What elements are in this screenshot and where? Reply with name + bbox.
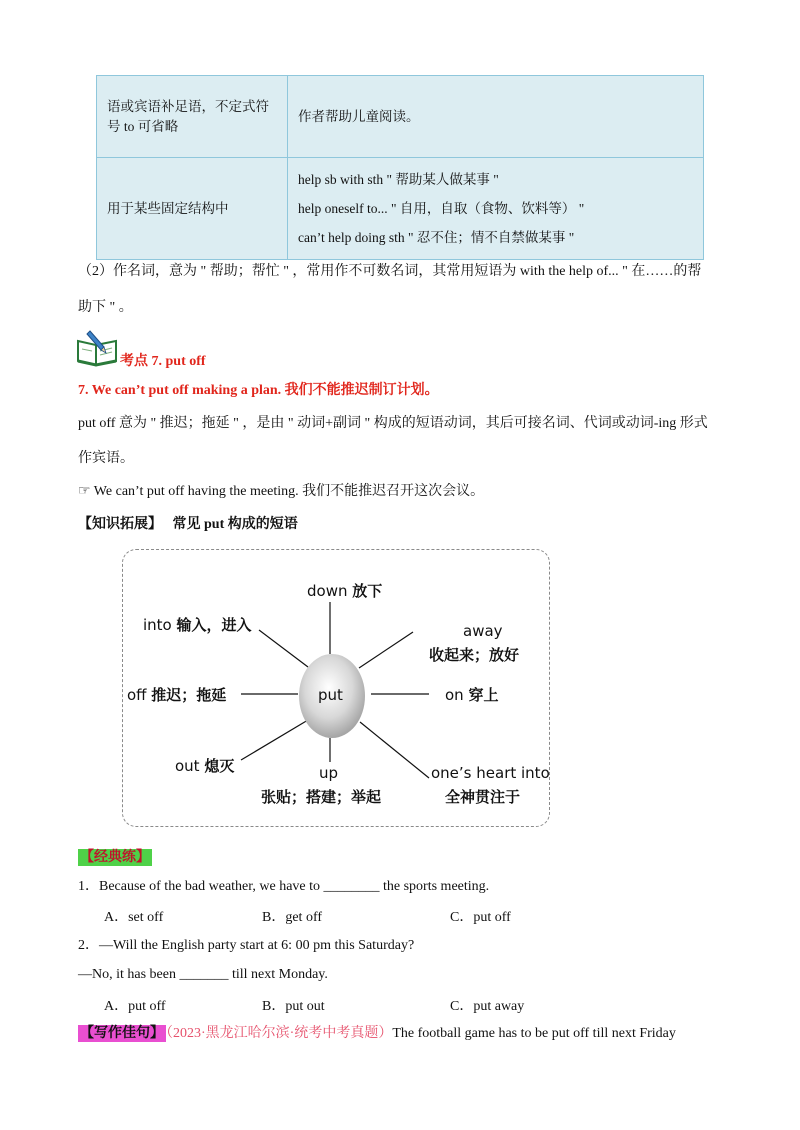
ray-into: [259, 630, 308, 667]
phrase-en: down: [307, 582, 348, 600]
table-cell: 用于某些固定结构中: [97, 158, 288, 260]
phrase-into: [143, 614, 252, 635]
q2-stem: 2．—Will the English party start at 6: 00 pm this Saturday?: [78, 938, 415, 953]
explain-line2: 作宾语。: [78, 451, 134, 466]
table-line: help sb with sth " 帮助某人做某事 ": [298, 172, 499, 187]
q2-reply: —No, it has been _______ till next Monday.: [78, 967, 328, 982]
table-row: [97, 76, 704, 158]
noun-note-line2: 助下 " 。: [78, 300, 133, 315]
explain-line1: put off 意为 " 推迟；拖延 " ，是由 " 动词+副词 " 构成的短语动词，其后可接名词、代词或动词-ing 形式: [78, 416, 708, 431]
phrase-away-cn: [429, 644, 519, 665]
phrase-up-en: up: [319, 764, 339, 782]
q1-option-c: C．put off: [450, 910, 511, 925]
book-pencil-icon: [76, 327, 120, 367]
phrase-cn: 推迟；拖延: [151, 686, 227, 704]
ray-out: [241, 720, 308, 760]
example-sentence: ☞ We can’t put off having the meeting. 我们不能推迟召开这次会议。: [78, 484, 485, 499]
ray-heart: [360, 722, 429, 778]
writing-source: （2023·黑龙江哈尔滨·统考中考真题）: [166, 1026, 393, 1041]
q2-option-a: A．put off: [104, 999, 166, 1014]
writing-line: [78, 1024, 676, 1044]
q1-stem: 1．Because of the bad weather, we have to ________ the sports meeting.: [78, 879, 490, 894]
phrase-cn: 穿上: [468, 686, 499, 704]
phrase-heart-en: one’s heart into: [431, 764, 550, 782]
q1-option-a: A．set off: [104, 910, 164, 925]
classic-tag-label: 【经典练】: [80, 850, 150, 865]
table-row: [97, 158, 704, 260]
phrase-cn: 放下: [352, 582, 383, 600]
phrase-cn: 张贴；搭建；举起: [261, 788, 382, 806]
phrase-cn: 输入，进入: [176, 616, 252, 634]
grammar-table: [96, 75, 704, 260]
table-line: can’t help doing sth " 忍不住；情不自禁做某事 ": [298, 230, 575, 245]
classic-tag: [78, 848, 152, 868]
table-cell: 语或宾语补足语，不定式符号 to 可省略: [97, 76, 288, 158]
phrase-out: [175, 755, 234, 776]
ray-away: [359, 632, 413, 668]
phrase-en: into: [143, 616, 172, 634]
phrase-cn: 熄灭: [204, 757, 235, 775]
phrase-en: off: [127, 686, 147, 704]
table-cell: 作者帮助儿童阅读。: [288, 76, 704, 158]
phrase-off: [127, 684, 226, 705]
phrase-heart-cn: [445, 786, 520, 807]
table-line: help oneself to... " 自用，自取（食物、饮料等） ": [298, 201, 585, 216]
phrase-en: out: [175, 757, 200, 775]
example-title: 7. We can’t put off making a plan. 我们不能推迟制订计划。: [78, 383, 439, 398]
phrase-cn: 全神贯注于: [445, 788, 521, 806]
put-phrase-diagram: [122, 549, 550, 827]
q1-option-b: B．get off: [262, 910, 323, 925]
q2-option-c: C．put away: [450, 999, 525, 1014]
q2-option-b: B．put out: [262, 999, 325, 1014]
center-word: put: [318, 686, 343, 704]
writing-sentence: The football game has to be put off till next Friday: [392, 1026, 676, 1041]
kaodian-label: 考点 7. put off: [120, 354, 206, 369]
phrase-up-cn: [261, 786, 381, 807]
phrase-en: on: [445, 686, 464, 704]
extension-prefix: 【知识拓展】: [78, 517, 162, 532]
extension-title: 常见 put 构成的短语: [172, 517, 298, 532]
table-cell: [288, 158, 704, 260]
phrase-down: [307, 580, 382, 601]
phrase-away-en: away: [463, 622, 503, 640]
extension-heading: [78, 515, 298, 535]
phrase-on: [445, 684, 498, 705]
writing-tag: 【写作佳句】: [80, 1026, 164, 1041]
noun-note-line1: （2）作名词，意为 " 帮助；帮忙 " ，常用作不可数名词，其常用短语为 with the help of... " 在……的帮: [78, 264, 702, 279]
phrase-cn: 收起来；放好: [429, 646, 520, 664]
